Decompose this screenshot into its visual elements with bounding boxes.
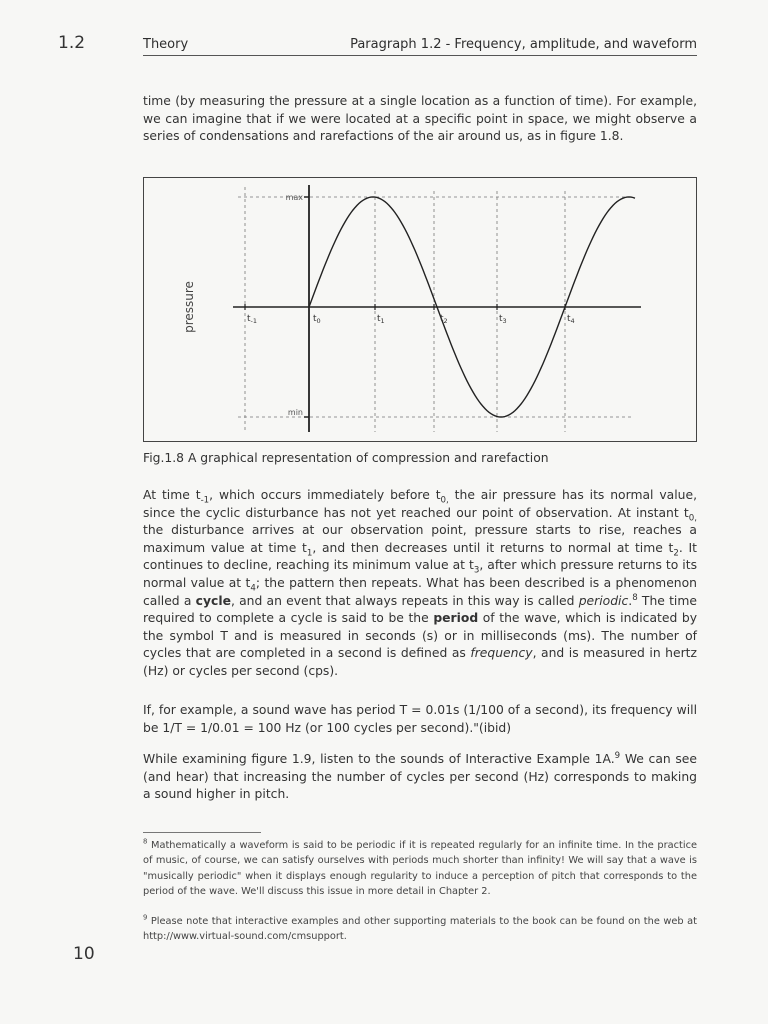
t-minus1-label: $t_{-1}$ xyxy=(247,314,258,325)
body-paragraph-3: While examining figure 1.9, listen to the sounds of Interactive Example 1A.$^9$ We can see (and hear) that increasing the number of cycles per second (Hz) corresponds to making a sound higher in pitch. xyxy=(143,750,697,802)
header-rule xyxy=(143,55,697,56)
intro-paragraph: time (by measuring the pressure at a single location as a function of time). For example, we can imagine that if we were located at a specific point in space, we might observe a series of condensations and rarefactions of the air around us, as in figure 1.8. xyxy=(143,94,697,144)
term-frequency: frequency xyxy=(470,646,533,661)
figure-caption: Fig.1.8 A graphical representation of compression and rarefaction xyxy=(143,451,549,465)
t4-label: $t_4$ xyxy=(567,314,575,325)
t1-label: $t_1$ xyxy=(377,314,385,325)
footnote-8-mark: 8 xyxy=(143,837,148,846)
min-label: min xyxy=(287,408,303,417)
waveform-diagram xyxy=(143,177,697,442)
body-paragraph-1: At time $t_{-1}$, which occurs immediately before $t_{0,}$ the air pressure has its normal value, since the cyclic disturbance has not yet reached our point of observation. At instant $t_{0,}$ the disturbance arrives at our observation point, pressure starts to rise, reaches a maximum value at time $t_1$, and then decreases until it returns to normal at time $t_2$. It continues to decline, reaching its minimum value at $t_3$, after which pressure returns to its normal value at $t_4$; the pattern then repeats. What has been described is a phenomenon called a cycle, and an event that always repeats in this way is called periodic.$^8$ The time required to complete a cycle is said to be the period of the wave, which is indicated by the symbol T and is measured in seconds (s) or in milliseconds (ms). The number of cycles that are completed in a second is defined as frequency, and is measured in hertz (Hz) or cycles per second (cps). xyxy=(143,488,698,678)
figure-1-8 xyxy=(143,177,697,442)
page-number: 10 xyxy=(73,944,95,964)
term-periodic: periodic xyxy=(578,593,629,608)
footnote-9: $^9$ Please note that interactive examples and other supporting materials to the book can be found on the web at http://www.virtual-sound.com/cmsupport. xyxy=(143,913,697,943)
section-title: Theory xyxy=(143,37,189,52)
term-cycle: cycle xyxy=(195,593,231,608)
footnote-ref-9: 9 xyxy=(614,750,621,761)
body-paragraph-2: If, for example, a sound wave has period T = 0.01s (1/100 of a second), its frequency will be 1/T = 1/0.01 = 100 Hz (or 100 cycles per second)."(ibid) xyxy=(143,703,697,735)
t2-label: $t_2$ xyxy=(440,314,448,325)
max-label: max xyxy=(285,193,303,202)
footnote-rule xyxy=(143,832,261,833)
t3-label: $t_3$ xyxy=(499,314,507,325)
term-period: period xyxy=(433,611,479,626)
footnote-8: $^8$ Mathematically a waveform is said to be periodic if it is repeated regularly for an infinite time. In the practice of music, of course, we can satisfy ourselves with periods much shorter than infinity! We will say that a wave is "musically periodic" when it displays enough regularity to induce a perception of pitch that corresponds to the period of the wave. We'll discuss this issue in more detail in Chapter 2. xyxy=(143,837,697,897)
footnote-ref-8: 8 xyxy=(632,592,638,603)
pressure-label: pressure xyxy=(182,281,196,333)
figure-frame xyxy=(144,178,697,442)
chapter-number: 1.2 xyxy=(58,33,86,53)
footnote-9-mark: 9 xyxy=(143,913,148,922)
t0-label: $t_0$ xyxy=(313,314,321,325)
paragraph-title: Paragraph 1.2 - Frequency, amplitude, and waveform xyxy=(350,37,697,52)
